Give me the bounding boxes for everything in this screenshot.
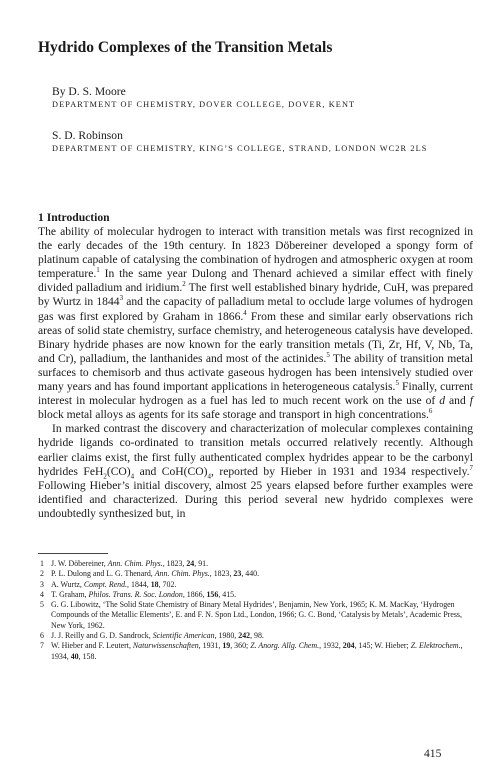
footnote-item: 7 W. Hieber and F. Leutert, Naturwissenschaften, 1931, 19, 360; Z. Anorg. Allg. Chem., 1932, 204, 145; W. Hieber; Z. Elektrochem., 1934, 40, 158. (40, 641, 463, 661)
footnote-item: 2 P. L. Dulong and L. G. Thenard, Ann. Chim. Phys., 1823, 23, 440. (40, 569, 260, 579)
article-title: Hydrido Complexes of the Transition Metals (38, 39, 333, 56)
author-moore: By D. S. Moore (52, 85, 126, 98)
affiliation-robinson: DEPARTMENT OF CHEMISTRY, KING’S COLLEGE, STRAND, LONDON WC2R 2LS (52, 144, 428, 153)
footnote-ref: 6 (428, 407, 433, 416)
footnote-ref: 1 (96, 266, 100, 275)
footnotes (38, 559, 473, 662)
footnote-item: 3 A. Wurtz, Compt. Rend., 1844, 18, 702. (40, 579, 177, 589)
paragraph-1: The ability of molecular hydrogen to interact with transition metals was first recognized in the early decades of the 19th century. In 1823 Döbereiner developed a spongy form of platinum capable of catalysing the combination of hydrogen and atmospheric oxygen at room temperature.$^1$ In the same year Dulong and Thenard achieved a similar effect with finely divided palladium and iridium.$^2$ The first well established binary hydride, CuH, was prepared by Wurtz in 1844$^3$ and the capacity of palladium metal to occlude large volumes of hydrogen gas was first explored by Graham in 1866.$^4$ From these and similar early observations rich areas of solid state chemistry, surface chemistry, and heterogeneous catalysis have developed. Binary hydride phases are now known for the early transition metals (Ti, Zr, Hf, V, Nb, Ta, and Cr), palladium, the lanthanides and most of the actinides.$^5$ The ability of transition metal surfaces to chemisorb and thus activate gaseous hydrogen has been intensively studied over many years and has found important applications in heterogeneous catalysis.$^5$ Finally, current interest in molecular hydrogen as a fuel has led to much recent work on the use of d and f block metal alloys as agents for its safe storage and transport in high concentrations.$^6$ (38, 225, 474, 422)
footnote-ref: 4 (243, 308, 247, 317)
affiliation-moore: DEPARTMENT OF CHEMISTRY, DOVER COLLEGE, DOVER, KENT (52, 100, 356, 109)
page-number: 415 (424, 747, 442, 760)
footnote-ref: 5 (326, 350, 330, 359)
footnote-item: 4 T. Graham, Philos. Trans. R. Soc. London, 1866, 156, 415. (40, 589, 237, 599)
intro-body (38, 225, 473, 521)
paragraph-2: In marked contrast the discovery and characterization of molecular complexes containing hydride ligands co-ordinated to transition metals occurred relatively recently. Although earlier claims exist, the first fully authenticated complex hydrides appear to be the carbonyl hydrides $FeH_2(CO)_4$ and $CoH(CO)_4$, reported by Hieber in 1931 and 1934 respectively.$^7$ Following Hieber’s initial discovery, almost 25 years elapsed before further examples were identified and characterized. During this period several new hydrido complexes were undoubtedly synthesized but, in (38, 422, 473, 520)
footnote-ref: 3 (119, 294, 124, 303)
footnote-item: 6 J. J. Reilly and G. D. Sandrock, Scientific American, 1980, 242, 98. (40, 631, 264, 641)
section-heading: 1 Introduction (38, 211, 110, 224)
footnote-ref: 5 (395, 379, 399, 388)
footnote-item: 1 J. W. Döbereiner, Ann. Chim. Phys., 1823, 24, 91. (40, 559, 209, 568)
footnote-ref: 2 (182, 280, 186, 289)
author-robinson: S. D. Robinson (52, 129, 123, 142)
footnote-item: 5 G. G. Libowitz, ‘The Solid State Chemistry of Binary Metal Hydrides’, Benjamin, New York, 1965; K. M. MacKay, ‘Hydrogen Compounds of the Metallic Elements’, E. and F. N. Spon Ltd., London, 1966; G. C. Bond, ‘Catalysis by Metals’, Academic Press, New York, 1962. (40, 600, 462, 630)
footnote-ref: 7 (469, 463, 473, 472)
footnote-divider (38, 553, 108, 554)
